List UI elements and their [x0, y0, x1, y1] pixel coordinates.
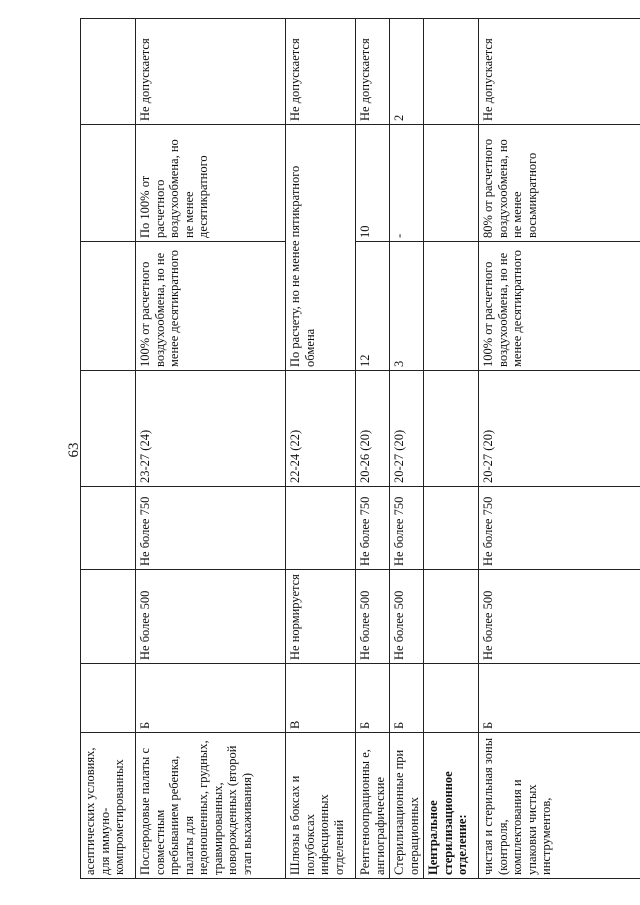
room-name-cell: Послеродовые палаты с совместным пребыванием ребенка, палаты для недоношенных, грудных, травмированных, новорожденных (второй этап выхаживания) [136, 733, 286, 879]
cleanliness-class-cell [81, 664, 136, 733]
noise-cell [81, 570, 136, 664]
outflow-cell: - [390, 125, 424, 242]
temperature-cell: 23-27 (24) [136, 371, 286, 487]
outflow-cell: По 100% от расчетного воздухообмена, но не менее десятикратного [136, 125, 286, 242]
illumination-cell [424, 487, 479, 570]
recirculation-cell: 2 [390, 19, 424, 125]
recirculation-cell: Не допускается [136, 19, 286, 125]
inflow-cell [424, 242, 479, 371]
table-row [390, 19, 424, 879]
noise-cell: Не более 500 [390, 570, 424, 664]
cleanliness-class-cell: Б [390, 664, 424, 733]
inflow-cell [81, 242, 136, 371]
temperature-cell: 20-26 (20) [356, 371, 390, 487]
recirculation-cell: Не допускается [356, 19, 390, 125]
noise-cell: Не более 500 [479, 570, 640, 664]
illumination-cell [286, 487, 356, 570]
illumination-cell [81, 487, 136, 570]
temperature-cell: 20-27 (20) [479, 371, 640, 487]
inflow-cell: 12 [356, 242, 390, 371]
noise-cell [424, 570, 479, 664]
inflow-cell: 3 [390, 242, 424, 371]
noise-cell: Не более 500 [356, 570, 390, 664]
inflow-cell: 100% от расчетного воздухообмена, но не менее десятикратного [136, 242, 286, 371]
table-row [424, 19, 479, 879]
recirculation-cell: Не допускается [286, 19, 356, 125]
noise-cell: Не нормируется [286, 570, 356, 664]
outflow-cell: 80% от расчетного воздухообмена, но не менее восьмикратного [479, 125, 640, 242]
cleanliness-class-cell: Б [136, 664, 286, 733]
recirculation-cell [424, 19, 479, 125]
room-name-cell: Шлюзы в боксах и полубоксах инфекционных отделений [286, 733, 356, 879]
temperature-cell [81, 371, 136, 487]
inflow-cell: 100% от расчетного воздухообмена, но не менее десятикратного [479, 242, 640, 371]
cleanliness-class-cell: Б [356, 664, 390, 733]
cleanliness-class-cell [424, 664, 479, 733]
temperature-cell: 20-27 (20) [390, 371, 424, 487]
table-row [81, 19, 136, 879]
cleanliness-class-cell: Б [479, 664, 640, 733]
noise-cell: Не более 500 [136, 570, 286, 664]
room-name-cell: чистая и стерильная зоны (контроля, комплектования и упаковки чистых инструментов, [479, 733, 640, 879]
page-number: 63 [66, 442, 82, 458]
illumination-cell: Не более 750 [390, 487, 424, 570]
section-header-cell: Центральное стерилизационное отделение: [424, 733, 479, 879]
room-name-cell: Стерилизационные при операционных [390, 733, 424, 879]
temperature-cell [424, 371, 479, 487]
recirculation-cell: Не допускается [479, 19, 640, 125]
illumination-cell: Не более 750 [356, 487, 390, 570]
outflow-cell [81, 125, 136, 242]
illumination-cell: Не более 750 [479, 487, 640, 570]
illumination-cell: Не более 750 [136, 487, 286, 570]
recirculation-cell [81, 19, 136, 125]
inflow-outflow-cell: По расчету, но не менее пятикратного обмена [286, 125, 356, 371]
outflow-cell [424, 125, 479, 242]
ventilation-table [80, 18, 640, 879]
cleanliness-class-cell: В [286, 664, 356, 733]
room-name-cell: асептических условиях, для иммуно-компрометированных [81, 733, 136, 879]
table-row [286, 19, 356, 879]
table-row [136, 19, 286, 879]
rotated-table-wrapper [80, 19, 640, 879]
outflow-cell: 10 [356, 125, 390, 242]
table-row [479, 19, 640, 879]
temperature-cell: 22-24 (22) [286, 371, 356, 487]
room-name-cell: Рентгеноопрационны е, ангиографические [356, 733, 390, 879]
table-row [356, 19, 390, 879]
